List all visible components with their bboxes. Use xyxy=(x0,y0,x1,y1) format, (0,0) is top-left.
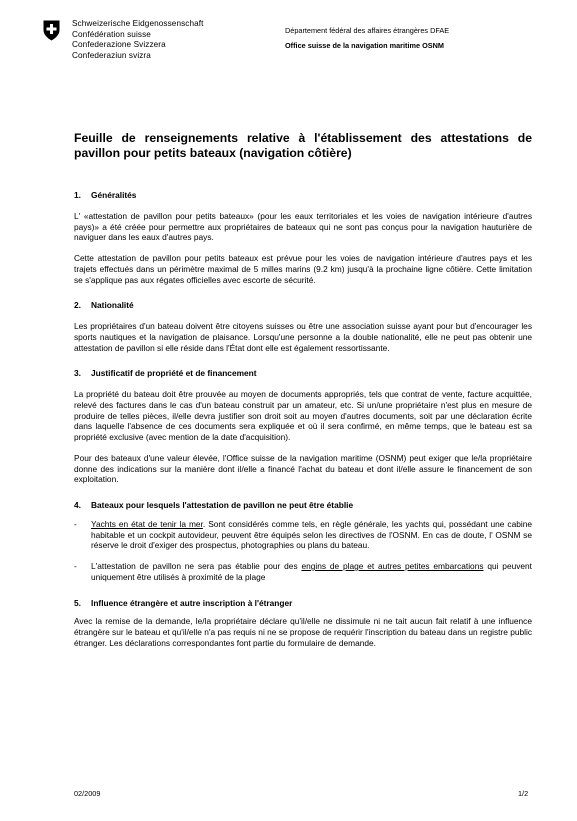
confederation-line: Confederazione Svizzera xyxy=(72,40,166,50)
section-title: Influence étrangère et autre inscription à l'étranger xyxy=(91,597,293,608)
section-heading xyxy=(74,190,532,201)
document-title: Feuille de renseignements relative à l'établissement des attestations de pavillon pour petits bateaux (navigation côtière) xyxy=(74,131,532,161)
bullet-text: . Sont considérés comme tels, en règle générale, les yachts qui, possédant une cabine habitable et un cockpit autovideur, peuvent être équipés selon les directives de l'OSNM. En cas de doute, l' OSNM se réserve le droit d'exiger des prospectus, photographies ou plans du bateau. xyxy=(91,518,532,551)
office-name: Office suisse de la navigation maritime OSNM xyxy=(285,41,444,50)
department-header xyxy=(285,26,449,51)
bullet-dash: - xyxy=(74,518,77,529)
paragraph: Les propriétaires d'un bateau doivent être citoyens suisses ou être une association suisse ayant pour but d'encourager les sports nautiques et la navigation de plaisance. Lorsqu'une personne a la double nationalité, elle ne peut pas obtenir une attestation de pavillon si elle réside dans l'État dont elle est également ressortissante. xyxy=(74,321,532,353)
bullet-lead: Yachts en état de tenir la mer xyxy=(91,518,203,529)
section-title: Bateaux pour lesquels l'attestation de pavillon ne peut être établie xyxy=(91,500,354,510)
paragraph: Pour des bateaux d'une valeur élevée, l'Office suisse de la navigation maritime (OSNM) peut exiger que le/la propriétaire donne des indications sur la manière dont il/elle a financé l'achat du bateau et dont il/elle assure le financement de son exploitation. xyxy=(74,452,532,485)
document-body xyxy=(74,190,532,649)
section-number: 4. xyxy=(74,500,81,510)
confederation-line: Schweizerische Eidgenossenschaft xyxy=(72,19,204,28)
section-title: Nationalité xyxy=(91,300,134,311)
bullet-item xyxy=(74,519,532,551)
page-number: 1/2 xyxy=(518,789,529,798)
section-heading xyxy=(74,368,532,379)
section-title: Justificatif de propriété et de financement xyxy=(91,368,257,379)
paragraph: La propriété du bateau doit être prouvée au moyen de documents appropriés, tels que contrat de vente, facture acquittée, relevé des factures dans le cas d'un bateau construit par un amateur, etc. Si un/une propriétaire n'est plus en mesure de produire de telles pièces, il/elle devra justifier son droit soit au moyen d'autres documents, soit par une déclaration écrite dans laquelle l'absence de ces documents sera expliquée et où il sera confirmé, en même temps, que le bateau est sa propriété exclusive (avec mention de la date d'acquisition). xyxy=(74,389,532,442)
confederation-line: Confédération suisse xyxy=(72,29,151,39)
paragraph: Avec la remise de la demande, le/la propriétaire déclare qu'il/elle ne dissimule ni ne tait aucun fait relatif à une influence étrangère sur le bateau et qu'il/elle n'a pas requis ni ne se propose de requérir l'inscription du bateau dans un registre public étranger. Les déclarations correspondantes font partie du formulaire de demande. xyxy=(74,616,532,648)
department-name: Département fédéral des affaires étrangères DFAE xyxy=(285,26,450,35)
section-number: 2. xyxy=(74,300,81,311)
confederation-logo xyxy=(43,19,204,61)
section-number: 3. xyxy=(74,368,81,379)
bullet-underlined: engins de plage et autres petites embarcations xyxy=(301,561,484,571)
section-number: 1. xyxy=(74,190,81,200)
bullet-dash: - xyxy=(74,561,77,571)
footer-date: 02/2009 xyxy=(74,789,101,798)
confederation-names xyxy=(72,19,204,61)
bullet-item xyxy=(74,561,532,583)
section-number: 5. xyxy=(74,597,81,608)
section-heading xyxy=(74,500,532,511)
section-heading xyxy=(74,300,532,311)
paragraph: L' «attestation de pavillon pour petits bateaux» (pour les eaux territoriales et les voies de navigation intérieure d'autres pays)» a été créée pour permettre aux propriétaires de bateaux qui ne sont pas conçus pour la navigation hauturière de naviguer dans les eaux d'autres pays. xyxy=(74,210,532,243)
confederation-line: Confederaziun svizra xyxy=(72,50,151,60)
section-heading xyxy=(74,598,532,609)
section-title: Généralités xyxy=(91,190,137,200)
bullet-text: L'attestation de pavillon ne sera pas établie pour des xyxy=(91,561,302,571)
bullet-text: qui peuvent uniquement être utilisés à proximité de la plage xyxy=(91,561,532,582)
swiss-shield-icon xyxy=(43,20,60,41)
paragraph: Cette attestation de pavillon pour petits bateaux est prévue pour les voies de navigation intérieure d'autres pays et les trajets effectués dans un périmètre maximal de 5 milles marins (9.2 km) jusqu'à la prochaine ligne côtière. Cette limitation se s'applique pas aux régates officielles avec escorte de sécurité. xyxy=(74,253,532,285)
